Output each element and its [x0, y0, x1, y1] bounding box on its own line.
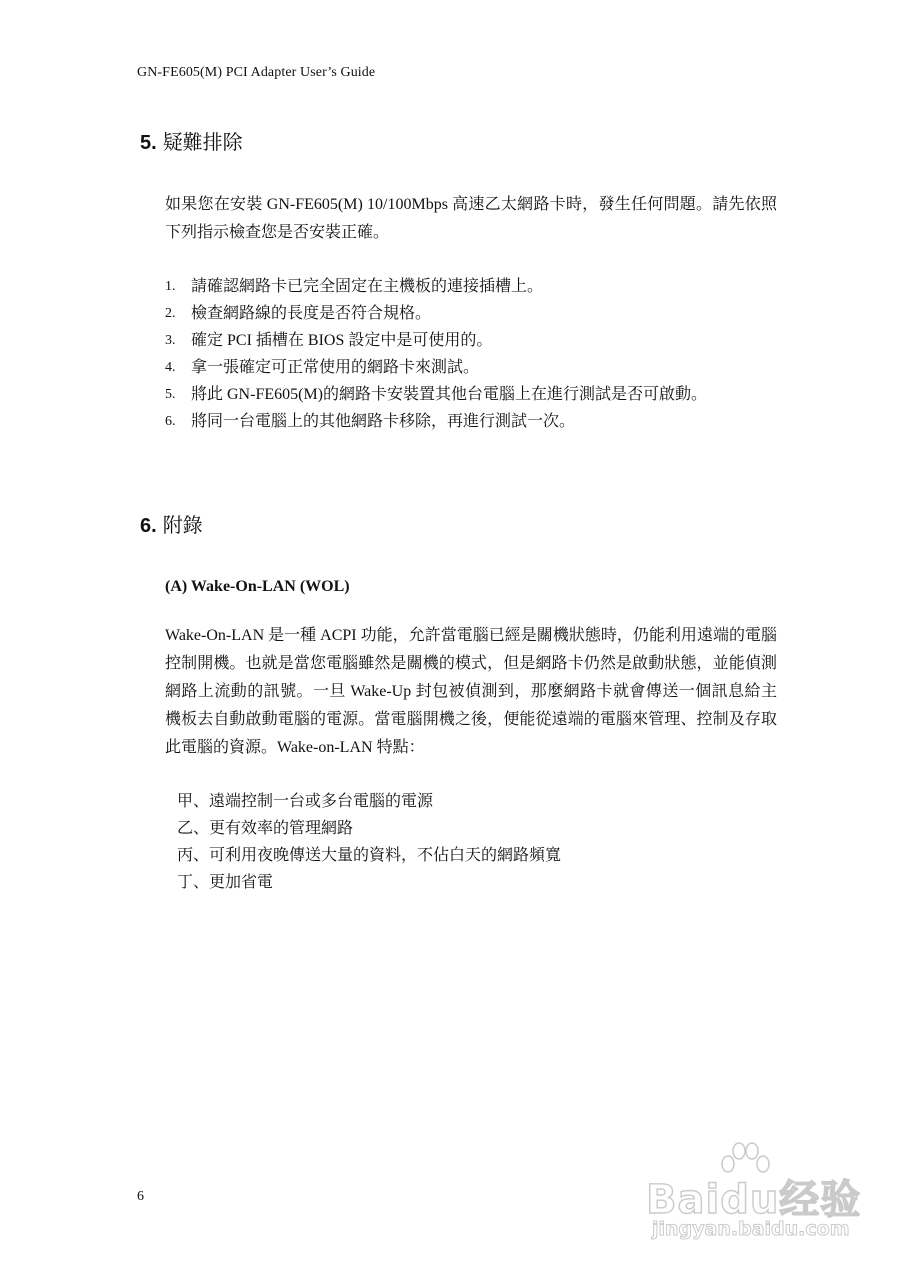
- list-item: [165, 354, 777, 381]
- watermark-url: jingyan.baidu.com: [652, 1218, 850, 1240]
- list-item: 乙、更有效率的管理網路: [177, 820, 354, 837]
- list-item-text: 拿一張確定可正常使用的網路卡來測試。: [191, 359, 480, 376]
- wol-subheading: (A) Wake-On-LAN (WOL): [165, 578, 350, 595]
- section-5-heading: [140, 126, 243, 155]
- list-item: [165, 273, 777, 300]
- wol-feature-list: [177, 788, 561, 896]
- list-item: [165, 300, 777, 327]
- list-item-text: 將此 GN-FE605(M)的網路卡安裝置其他台電腦上在進行測試是否可啟動。: [191, 386, 707, 403]
- list-item: [165, 381, 777, 408]
- list-item-text: 請確認網路卡已完全固定在主機板的連接插槽上。: [191, 278, 544, 295]
- list-item-index: 4.: [165, 360, 176, 375]
- list-item-text: 確定 PCI 插槽在 BIOS 設定中是可使用的。: [191, 332, 493, 349]
- page-header: GN-FE605(M) PCI Adapter User’s Guide: [137, 65, 376, 80]
- list-item: 丁、更加省電: [177, 874, 274, 891]
- list-item: 甲、遠端控制一台或多台電腦的電源: [177, 793, 434, 810]
- section-5-number: 5.: [140, 132, 157, 154]
- list-item: 丙、可利用夜晚傳送大量的資料，不佔白天的網路頻寬: [177, 847, 562, 864]
- watermark-brand: Baidu经验: [646, 1177, 862, 1223]
- baidu-watermark: [640, 1140, 870, 1250]
- list-item: [165, 408, 777, 435]
- section-6-heading: [140, 509, 203, 538]
- list-item-index: 2.: [165, 306, 176, 321]
- list-item-index: 5.: [165, 387, 176, 402]
- section-6-number: 6.: [140, 515, 157, 537]
- list-item-index: 1.: [165, 279, 176, 294]
- troubleshooting-list: [165, 273, 777, 435]
- list-item-text: 將同一台電腦上的其他網路卡移除，再進行測試一次。: [191, 413, 576, 430]
- wol-description: Wake-On-LAN 是一種 ACPI 功能，允許當電腦已經是關機狀態時，仍能利用遠端的電腦控制開機。也就是當您電腦雖然是關機的模式，但是網路卡仍然是啟動狀態，並能偵測網路上流動的訊號。一旦 Wake-Up 封包被偵測到，那麼網路卡就會傳送一個訊息給主機板去自動啟動電腦的電源。當電腦開機之後，便能從遠端的電腦來管理、控制及存取此電腦的資源。Wake-on-LAN 特點：: [165, 627, 777, 756]
- list-item-index: 6.: [165, 414, 176, 429]
- section-5-title: 疑難排除: [162, 130, 243, 154]
- list-item-text: 檢查網路線的長度是否符合規格。: [191, 305, 432, 322]
- list-item-index: 3.: [165, 333, 176, 348]
- section-5-intro: 如果您在安裝 GN-FE605(M) 10/100Mbps 高速乙太網路卡時，發生任何問題。請先依照下列指示檢查您是否安裝正確。: [165, 196, 777, 241]
- list-item: [165, 327, 777, 354]
- section-6-title: 附錄: [162, 513, 203, 537]
- page-number: 6: [137, 1189, 144, 1204]
